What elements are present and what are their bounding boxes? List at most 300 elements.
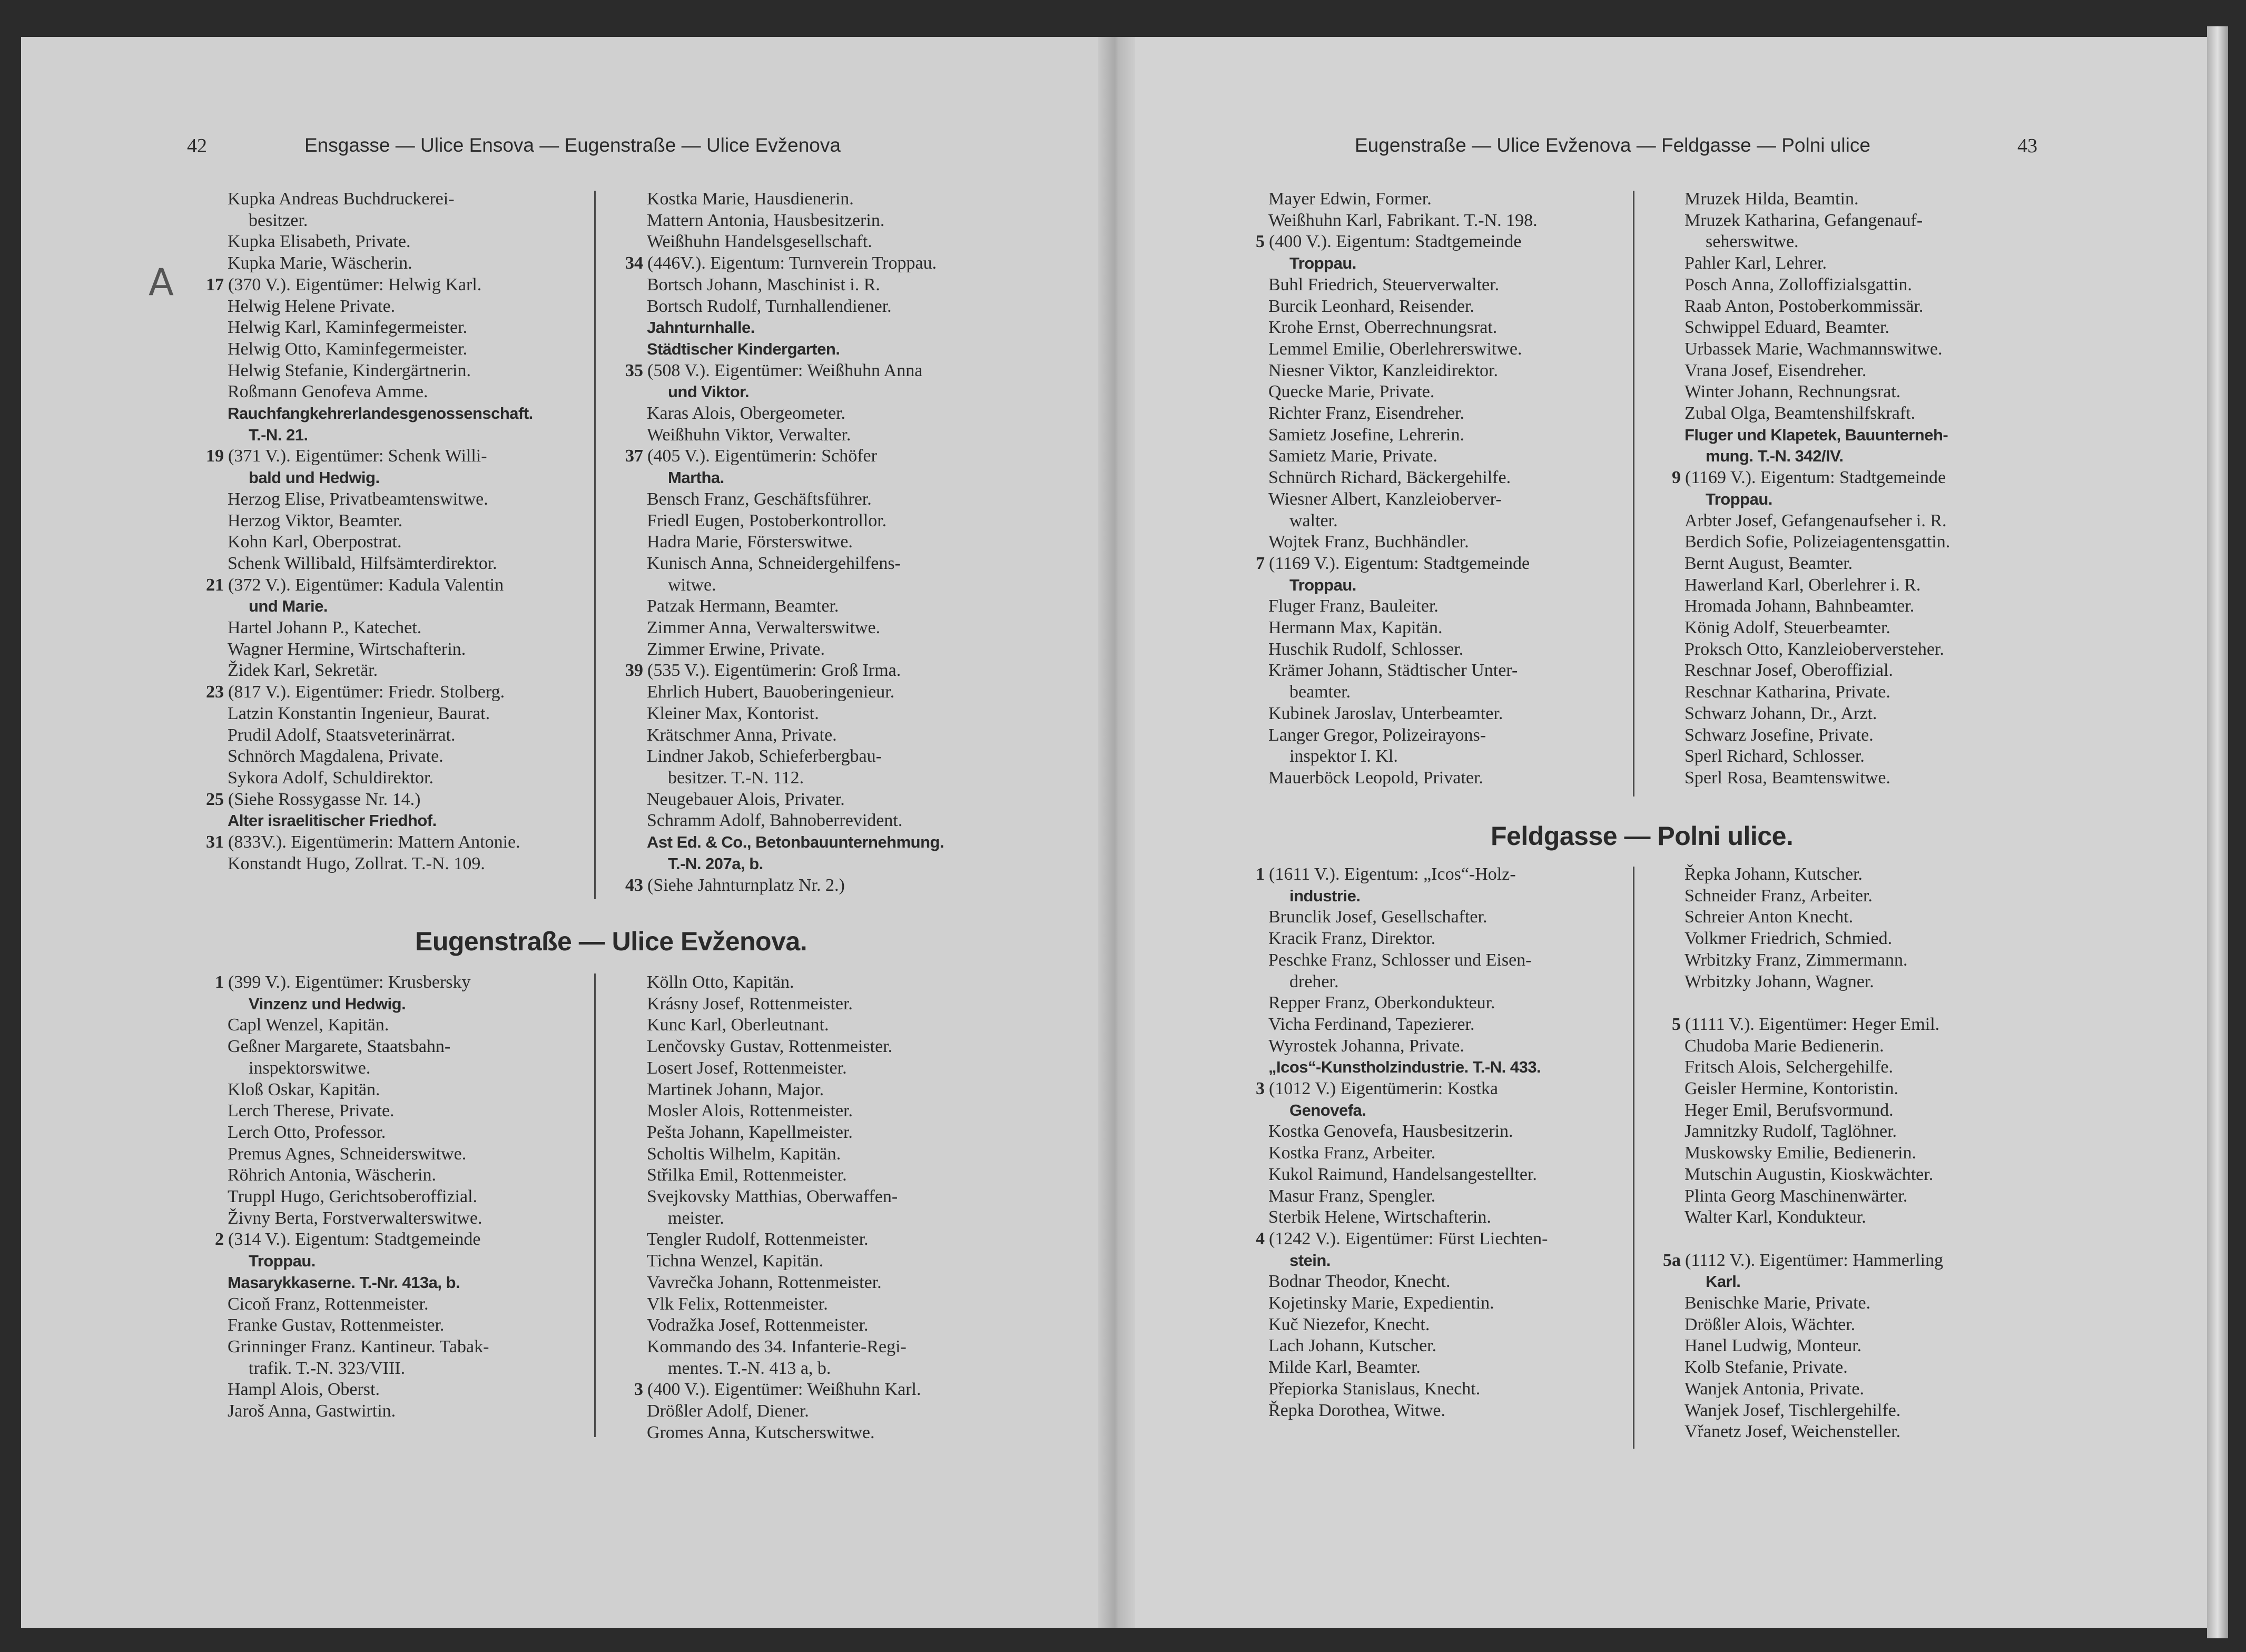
directory-entry (1268, 746, 1632, 768)
directory-entry (228, 339, 591, 360)
entry-text: Bodnar Theodor, Knecht. (1268, 1272, 1451, 1292)
entry-text: Masarykkaserne. T.-Nr. 413a, b. (228, 1273, 460, 1292)
directory-entry (647, 1358, 1010, 1380)
directory-entry (1684, 746, 2048, 768)
entry-text: Hartel Johann P., Katechet. (228, 618, 422, 638)
entry-text: Fluger Franz, Bauleiter. (1268, 596, 1439, 616)
directory-entry (647, 425, 1010, 446)
entry-text: Schwippel Eduard, Beamter. (1684, 318, 1890, 338)
directory-entry (1268, 639, 1632, 661)
entry-text: Geßner Margarete, Staatsbahn- (228, 1037, 451, 1057)
entry-text: witwe. (668, 575, 716, 595)
directory-entry (647, 1208, 1010, 1230)
entry-text: (370 V.). Eigentümer: Helwig Karl. (228, 274, 482, 294)
house-number: 39 (625, 661, 643, 681)
column-left-2 (625, 189, 1010, 896)
entry-text: Vřanetz Josef, Weichensteller. (1684, 1422, 1901, 1442)
entry-text: Alter israelitischer Friedhof. (228, 811, 437, 830)
directory-entry (1268, 532, 1632, 553)
entry-text: Muskowsky Emilie, Bedienerin. (1684, 1143, 1917, 1163)
entry-text: Řepka Dorothea, Witwe. (1268, 1400, 1446, 1420)
entry-text: Jamnitzky Rudolf, Taglöhner. (1684, 1122, 1897, 1142)
directory-entry (1684, 553, 2048, 575)
directory-entry (228, 296, 591, 318)
entry-text: Jaroš Anna, Gastwirtin. (228, 1401, 396, 1421)
entry-text: Geisler Hermine, Kontoristin. (1684, 1079, 1899, 1099)
column-right-4 (1663, 864, 2048, 1443)
directory-entry (1268, 1400, 1632, 1422)
directory-entry (206, 682, 591, 703)
directory-entry (1684, 1164, 2048, 1186)
entry-text: Hermann Max, Kapitän. (1268, 618, 1443, 638)
entry-text: (1611 V.). Eigentum: „Icos“-Holz- (1269, 864, 1516, 884)
directory-entry (634, 1379, 1010, 1401)
directory-entry (1268, 928, 1632, 950)
directory-entry (1268, 360, 1632, 382)
entry-text: Wrbitzky Johann, Wagner. (1684, 971, 1874, 991)
entry-text: Hanel Ludwig, Monteur. (1684, 1336, 1862, 1356)
entry-text: Lerch Therese, Private. (228, 1101, 395, 1121)
directory-entry (228, 1208, 591, 1230)
entry-text: besitzer. (249, 210, 308, 230)
entry-text: Ast Ed. & Co., Betonbauunternehmung. (647, 833, 944, 852)
directory-entry (206, 274, 591, 296)
entry-text: Lach Johann, Kutscher. (1268, 1336, 1437, 1356)
directory-entry (228, 596, 591, 617)
directory-entry (1268, 907, 1632, 928)
entry-text: stein. (1289, 1251, 1331, 1270)
entry-text: Urbassek Marie, Wachmannswitwe. (1684, 339, 1943, 359)
entry-text: Bortsch Johann, Maschinist i. R. (647, 274, 880, 294)
directory-entry (647, 1336, 1010, 1358)
page-edges (2207, 26, 2228, 1638)
directory-entry (1268, 682, 1632, 703)
entry-text: Herzog Elise, Privatbeamtenswitwe. (228, 489, 488, 509)
entry-text: König Adolf, Steuerbeamter. (1684, 618, 1890, 638)
entry-text: Kupka Marie, Wäscherin. (228, 253, 412, 273)
entry-text: (446V.). Eigentum: Turnverein Troppau. (647, 253, 937, 273)
house-number: 37 (625, 446, 643, 466)
entry-text: Sperl Rosa, Beamtenswitwe. (1684, 768, 1890, 788)
directory-entry (228, 1186, 591, 1208)
directory-entry (206, 789, 591, 811)
entry-text: Krohe Ernst, Oberrechnungsrat. (1268, 318, 1498, 338)
entry-text: Walter Karl, Kondukteur. (1684, 1207, 1866, 1227)
entry-text: Weißhuhn Handelsgesellschaft. (647, 232, 872, 252)
entry-text: Pešta Johann, Kapellmeister. (647, 1122, 853, 1142)
entry-text: Sperl Richard, Schlosser. (1684, 746, 1865, 766)
directory-entry (1684, 928, 2048, 950)
house-number: 23 (206, 682, 224, 702)
house-number: 5 (1256, 232, 1265, 252)
entry-text: (817 V.). Eigentümer: Friedr. Stolberg. (228, 682, 505, 702)
house-number: 19 (206, 446, 224, 466)
directory-entry (1268, 971, 1632, 993)
entry-text: (535 V.). Eigentümerin: Groß Irma. (647, 661, 901, 681)
directory-entry (1268, 339, 1632, 360)
directory-entry (647, 972, 1010, 994)
directory-entry (206, 575, 591, 596)
directory-entry (1268, 253, 1632, 274)
directory-entry (1268, 381, 1632, 403)
entry-text: (1169 V.). Eigentum: Stadtgemeinde (1269, 553, 1530, 573)
directory-entry (1268, 596, 1632, 617)
directory-entry (228, 1401, 591, 1422)
directory-entry (1684, 639, 2048, 661)
directory-entry (647, 682, 1010, 703)
directory-entry (1268, 768, 1632, 789)
entry-text: inspektorswitwe. (249, 1058, 371, 1078)
directory-entry (1268, 1036, 1632, 1057)
directory-entry (1684, 1078, 2048, 1100)
directory-entry (647, 489, 1010, 510)
entry-text: mung. T.-N. 342/IV. (1706, 447, 1844, 466)
entry-text: (405 V.). Eigentümerin: Schöfer (647, 446, 877, 466)
directory-entry (1684, 253, 2048, 274)
directory-entry (1684, 532, 2048, 553)
entry-text: Weißhuhn Karl, Fabrikant. T.-N. 198. (1268, 210, 1538, 230)
entry-text: „Icos“-Kunstholzindustrie. T.-N. 433. (1268, 1058, 1541, 1077)
entry-text: Samietz Marie, Private. (1268, 446, 1438, 466)
entry-text: Capl Wenzel, Kapitän. (228, 1015, 389, 1035)
entry-text: Kostka Genovefa, Hausbesitzerin. (1268, 1122, 1513, 1142)
running-header-right: Eugenstraße — Ulice Evženova — Feldgasse — Polni ulice (1355, 134, 1870, 156)
entry-text: Schnörch Magdalena, Private. (228, 746, 444, 766)
entry-text: Schneider Franz, Arbeiter. (1684, 886, 1873, 906)
entry-text: Ehrlich Hubert, Bauoberingenieur. (647, 682, 895, 702)
entry-text: Wiesner Albert, Kanzleioberver- (1268, 489, 1502, 509)
directory-entry (1268, 1057, 1632, 1078)
entry-text: Niesner Viktor, Kanzleidirektor. (1268, 360, 1498, 380)
entry-text: und Marie. (249, 597, 328, 616)
directory-entry (1684, 1335, 2048, 1357)
directory-entry (228, 1315, 591, 1336)
entry-text: Vicha Ferdinand, Tapezierer. (1268, 1014, 1475, 1034)
entry-text: Střilka Emil, Rottenmeister. (647, 1165, 847, 1185)
entry-text: Patzak Hermann, Beamter. (647, 596, 839, 616)
entry-text: Wyrostek Johanna, Private. (1268, 1036, 1464, 1056)
directory-entry (228, 1336, 591, 1358)
directory-entry (647, 296, 1010, 318)
directory-entry (228, 746, 591, 768)
entry-text: Bernt August, Beamter. (1684, 553, 1853, 573)
entry-text (1684, 993, 1689, 1012)
directory-entry (647, 403, 1010, 425)
column-divider (594, 974, 596, 1437)
entry-text: Přepiorka Stanislaus, Knecht. (1268, 1379, 1481, 1399)
entry-text: Kunisch Anna, Schneidergehilfens- (647, 553, 901, 573)
entry-text: Neugebauer Alois, Privater. (647, 789, 845, 809)
entry-text: meister. (668, 1208, 724, 1228)
entry-text: Kolb Stefanie, Private. (1684, 1358, 1848, 1378)
column-left-4 (634, 972, 1010, 1443)
entry-text: (371 V.). Eigentümer: Schenk Willi- (228, 446, 487, 466)
entry-text: Prudil Adolf, Staatsveterinärrat. (228, 725, 456, 745)
entry-text: Kunc Karl, Oberleutnant. (647, 1015, 829, 1035)
entry-text: Kukol Raimund, Handelsangestellter. (1268, 1164, 1537, 1184)
entry-text: Krätschmer Anna, Private. (647, 725, 837, 745)
entry-text: Quecke Marie, Private. (1268, 382, 1435, 402)
entry-text: Richter Franz, Eisendreher. (1268, 404, 1464, 424)
column-right-1 (1256, 189, 1632, 789)
entry-text: bald und Hedwig. (249, 468, 380, 487)
entry-text: Arbter Josef, Gefangenaufseher i. R. (1684, 510, 1947, 530)
entry-text: T.-N. 21. (249, 425, 308, 444)
entry-text: Konstandt Hugo, Zollrat. T.-N. 109. (228, 853, 485, 873)
directory-entry (647, 1144, 1010, 1165)
entry-text: Posch Anna, Zolloffizialsgattin. (1684, 274, 1912, 294)
entry-text: Latzin Konstantin Ingenieur, Baurat. (228, 703, 490, 723)
entry-text: Langer Gregor, Polizeirayons- (1268, 725, 1486, 745)
entry-text: (1242 V.). Eigentümer: Fürst Liechten- (1269, 1228, 1548, 1248)
directory-entry (1268, 296, 1632, 318)
directory-entry (206, 446, 591, 467)
directory-entry (1684, 660, 2048, 682)
directory-entry (1684, 1400, 2048, 1422)
directory-entry (1684, 971, 2048, 993)
running-header-left: Ensgasse — Ulice Ensova — Eugenstraße — Ulice Evženova (304, 134, 841, 156)
directory-entry (625, 360, 1010, 382)
entry-text: Kohn Karl, Oberpostrat. (228, 532, 402, 552)
page-number-left: 42 (187, 135, 207, 157)
directory-entry (647, 210, 1010, 232)
directory-entry (647, 1058, 1010, 1079)
directory-entry (1684, 1357, 2048, 1379)
directory-entry (1268, 1143, 1632, 1164)
entry-text: T.-N. 207a, b. (668, 854, 763, 873)
directory-entry (228, 1379, 591, 1401)
directory-entry (1268, 1014, 1632, 1036)
directory-entry (647, 596, 1010, 617)
house-number: 25 (206, 789, 224, 809)
directory-entry (1684, 886, 2048, 907)
entry-text: Kuč Niezefor, Knecht. (1268, 1314, 1430, 1334)
directory-entry (1684, 768, 2048, 789)
directory-entry (1268, 467, 1632, 489)
directory-entry (647, 274, 1010, 296)
entry-text: Kupka Andreas Buchdruckerei- (228, 189, 455, 209)
directory-entry (1268, 446, 1632, 467)
directory-entry (228, 1058, 591, 1079)
entry-text: Heger Emil, Berufsvormund. (1684, 1100, 1894, 1120)
entry-text: Mruzek Katharina, Gefangenauf- (1684, 210, 1923, 230)
entry-text: Židek Karl, Sekretär. (228, 661, 378, 681)
directory-entry (647, 1079, 1010, 1101)
directory-entry (1268, 725, 1632, 746)
directory-entry (228, 1251, 591, 1272)
entry-text: Schwarz Josefine, Private. (1684, 725, 1874, 745)
entry-text: inspektor I. Kl. (1289, 746, 1398, 766)
directory-entry (647, 1251, 1010, 1272)
directory-entry (228, 532, 591, 553)
entry-text: Kracik Franz, Direktor. (1268, 929, 1436, 949)
entry-text: Roßmann Genofeva Amme. (228, 382, 428, 402)
directory-entry (647, 381, 1010, 403)
entry-text: (399 V.). Eigentümer: Krusbersky (228, 972, 471, 992)
directory-entry (1268, 189, 1632, 210)
entry-text: Raab Anton, Postoberkommissär. (1684, 296, 1924, 316)
entry-text: Vrana Josef, Eisendreher. (1684, 360, 1867, 380)
entry-text: Sykora Adolf, Schuldirektor. (228, 768, 434, 788)
directory-entry (1268, 1121, 1632, 1143)
directory-entry (228, 253, 591, 274)
directory-entry (1684, 1228, 2048, 1250)
entry-text: Friedl Eugen, Postoberkontrollor. (647, 510, 887, 530)
directory-entry (1684, 231, 2048, 253)
directory-entry (647, 725, 1010, 746)
entry-text: Weißhuhn Viktor, Verwalter. (647, 425, 851, 445)
directory-entry (1268, 317, 1632, 339)
directory-entry (1268, 575, 1632, 596)
directory-entry (228, 317, 591, 339)
entry-text: Troppau. (1706, 489, 1772, 508)
directory-entry (228, 489, 591, 510)
entry-text: Kostka Franz, Arbeiter. (1268, 1143, 1436, 1163)
directory-entry (647, 553, 1010, 575)
directory-entry (228, 1122, 591, 1144)
entry-text: walter. (1289, 510, 1338, 530)
entry-text: Wanjek Antonia, Private. (1684, 1379, 1864, 1399)
directory-entry (228, 660, 591, 682)
house-number: 31 (206, 832, 224, 852)
directory-entry (215, 972, 591, 994)
entry-text: Premus Agnes, Schneiderswitwe. (228, 1144, 467, 1164)
entry-text: Mruzek Hilda, Beamtin. (1684, 189, 1859, 209)
entry-text: Proksch Otto, Kanzleioberversteher. (1684, 639, 1944, 659)
entry-text: Sterbik Helene, Wirtschafterin. (1268, 1207, 1491, 1227)
entry-text: Fritsch Alois, Selchergehilfe. (1684, 1057, 1893, 1077)
entry-text: besitzer. T.-N. 112. (668, 768, 804, 788)
entry-text: Svejkovsky Matthias, Oberwaffen- (647, 1187, 898, 1207)
directory-entry (228, 553, 591, 575)
directory-entry (1268, 1357, 1632, 1379)
column-left-3 (215, 972, 591, 1422)
house-number: 5a (1663, 1250, 1681, 1270)
entry-text: Rauchfangkehrerlandesgenossenschaft. (228, 404, 533, 423)
house-number: 4 (1256, 1228, 1265, 1248)
entry-text: Martha. (668, 468, 724, 487)
directory-entry (1684, 296, 2048, 318)
directory-entry (647, 617, 1010, 639)
entry-text: Buhl Friedrich, Steuerverwalter. (1268, 274, 1500, 294)
directory-entry (1268, 886, 1632, 907)
entry-text: Schenk Willibald, Hilfsämterdirektor. (228, 553, 497, 573)
directory-entry (1684, 1293, 2048, 1314)
entry-text: Masur Franz, Spengler. (1268, 1186, 1436, 1206)
directory-entry (228, 703, 591, 725)
entry-text: Řepka Johann, Kutscher. (1684, 864, 1863, 884)
entry-text: Krásny Josef, Rottenmeister. (647, 994, 853, 1014)
directory-entry (1268, 1100, 1632, 1122)
directory-entry (647, 339, 1010, 360)
entry-text: Fluger und Klapetek, Bauunterneh- (1684, 425, 1948, 444)
directory-entry (228, 510, 591, 532)
directory-entry (228, 467, 591, 489)
entry-text: Truppl Hugo, Gerichtsoberoffizial. (228, 1187, 478, 1207)
entry-text: Hromada Johann, Bahnbeamter. (1684, 596, 1915, 616)
entry-text: und Viktor. (668, 382, 750, 401)
directory-entry (228, 1165, 591, 1186)
directory-entry (1672, 467, 2048, 489)
entry-text: Lenčovsky Gustav, Rottenmeister. (647, 1037, 893, 1057)
entry-text: Zubal Olga, Beamtenshilfskraft. (1684, 404, 1916, 424)
directory-entry (647, 1165, 1010, 1186)
directory-entry (1256, 553, 1632, 575)
entry-text: (833V.). Eigentümerin: Mattern Antonie. (228, 832, 520, 852)
entry-text: Schreier Anton Knecht. (1684, 907, 1854, 927)
directory-entry (1268, 1271, 1632, 1293)
directory-entry (647, 810, 1010, 832)
entry-text: Mutschin Augustin, Kioskwächter. (1684, 1164, 1934, 1184)
house-number: 35 (625, 360, 643, 380)
directory-entry (647, 1036, 1010, 1058)
directory-entry (1684, 1314, 2048, 1336)
entry-text: Schwarz Johann, Dr., Arzt. (1684, 703, 1877, 723)
directory-entry (228, 1100, 591, 1122)
entry-text: Lemmel Emilie, Oberlehrerswitwe. (1268, 339, 1522, 359)
directory-entry (647, 832, 1010, 853)
directory-entry (1684, 510, 2048, 532)
entry-text: Helwig Otto, Kaminfegermeister. (228, 339, 468, 359)
entry-text: (Siehe Jahnturnplatz Nr. 2.) (647, 875, 845, 895)
directory-entry (1268, 210, 1632, 232)
entry-text: Schnürch Richard, Bäckergehilfe. (1268, 468, 1511, 488)
directory-entry (1684, 1100, 2048, 1122)
directory-entry (228, 994, 591, 1015)
entry-text: Tichna Wenzel, Kapitän. (647, 1251, 824, 1271)
entry-text: Troppau. (1289, 575, 1356, 594)
directory-entry (228, 1015, 591, 1036)
entry-text: Städtischer Kindergarten. (647, 339, 840, 358)
directory-entry (1684, 1057, 2048, 1078)
entry-text: Benischke Marie, Private. (1684, 1293, 1871, 1313)
directory-entry (1256, 1078, 1632, 1100)
directory-entry (1256, 864, 1632, 886)
entry-text: Hadra Marie, Försterswitwe. (647, 532, 853, 552)
directory-entry (228, 617, 591, 639)
directory-entry (647, 746, 1010, 768)
house-number: 2 (215, 1230, 224, 1250)
directory-entry (625, 660, 1010, 682)
entry-text: Burcik Leonhard, Reisender. (1268, 296, 1474, 316)
directory-entry (647, 639, 1010, 661)
entry-text: Röhrich Antonia, Wäscherin. (228, 1165, 436, 1185)
directory-entry (625, 446, 1010, 467)
entry-text: Kölln Otto, Kapitän. (647, 972, 794, 992)
entry-text: industrie. (1289, 886, 1361, 905)
directory-entry (1684, 339, 2048, 360)
entry-text: Hawerland Karl, Oberlehrer i. R. (1684, 575, 1921, 595)
house-number: 7 (1256, 553, 1265, 573)
directory-entry (647, 789, 1010, 811)
directory-entry (1268, 617, 1632, 639)
entry-text: Wrbitzky Franz, Zimmermann. (1684, 950, 1908, 970)
directory-entry (1663, 1250, 2048, 1272)
entry-text: Cicoň Franz, Rottenmeister. (228, 1294, 429, 1314)
entry-text: Vavrečka Johann, Rottenmeister. (647, 1272, 882, 1292)
directory-entry (228, 1272, 591, 1294)
entry-text: Scholtis Wilhelm, Kapitän. (647, 1144, 841, 1164)
entry-text: Živny Berta, Forstverwalterswitwe. (228, 1208, 482, 1228)
entry-text: Losert Josef, Rottenmeister. (647, 1058, 847, 1078)
directory-entry (647, 1186, 1010, 1208)
entry-text: (372 V.). Eigentümer: Kadula Valentin (228, 575, 504, 595)
directory-entry (228, 1294, 591, 1315)
entry-text: Helwig Stefanie, Kindergärtnerin. (228, 360, 471, 380)
directory-entry (1268, 274, 1632, 296)
directory-entry (1268, 950, 1632, 971)
entry-text: Winter Johann, Rechnungsrat. (1684, 382, 1901, 402)
